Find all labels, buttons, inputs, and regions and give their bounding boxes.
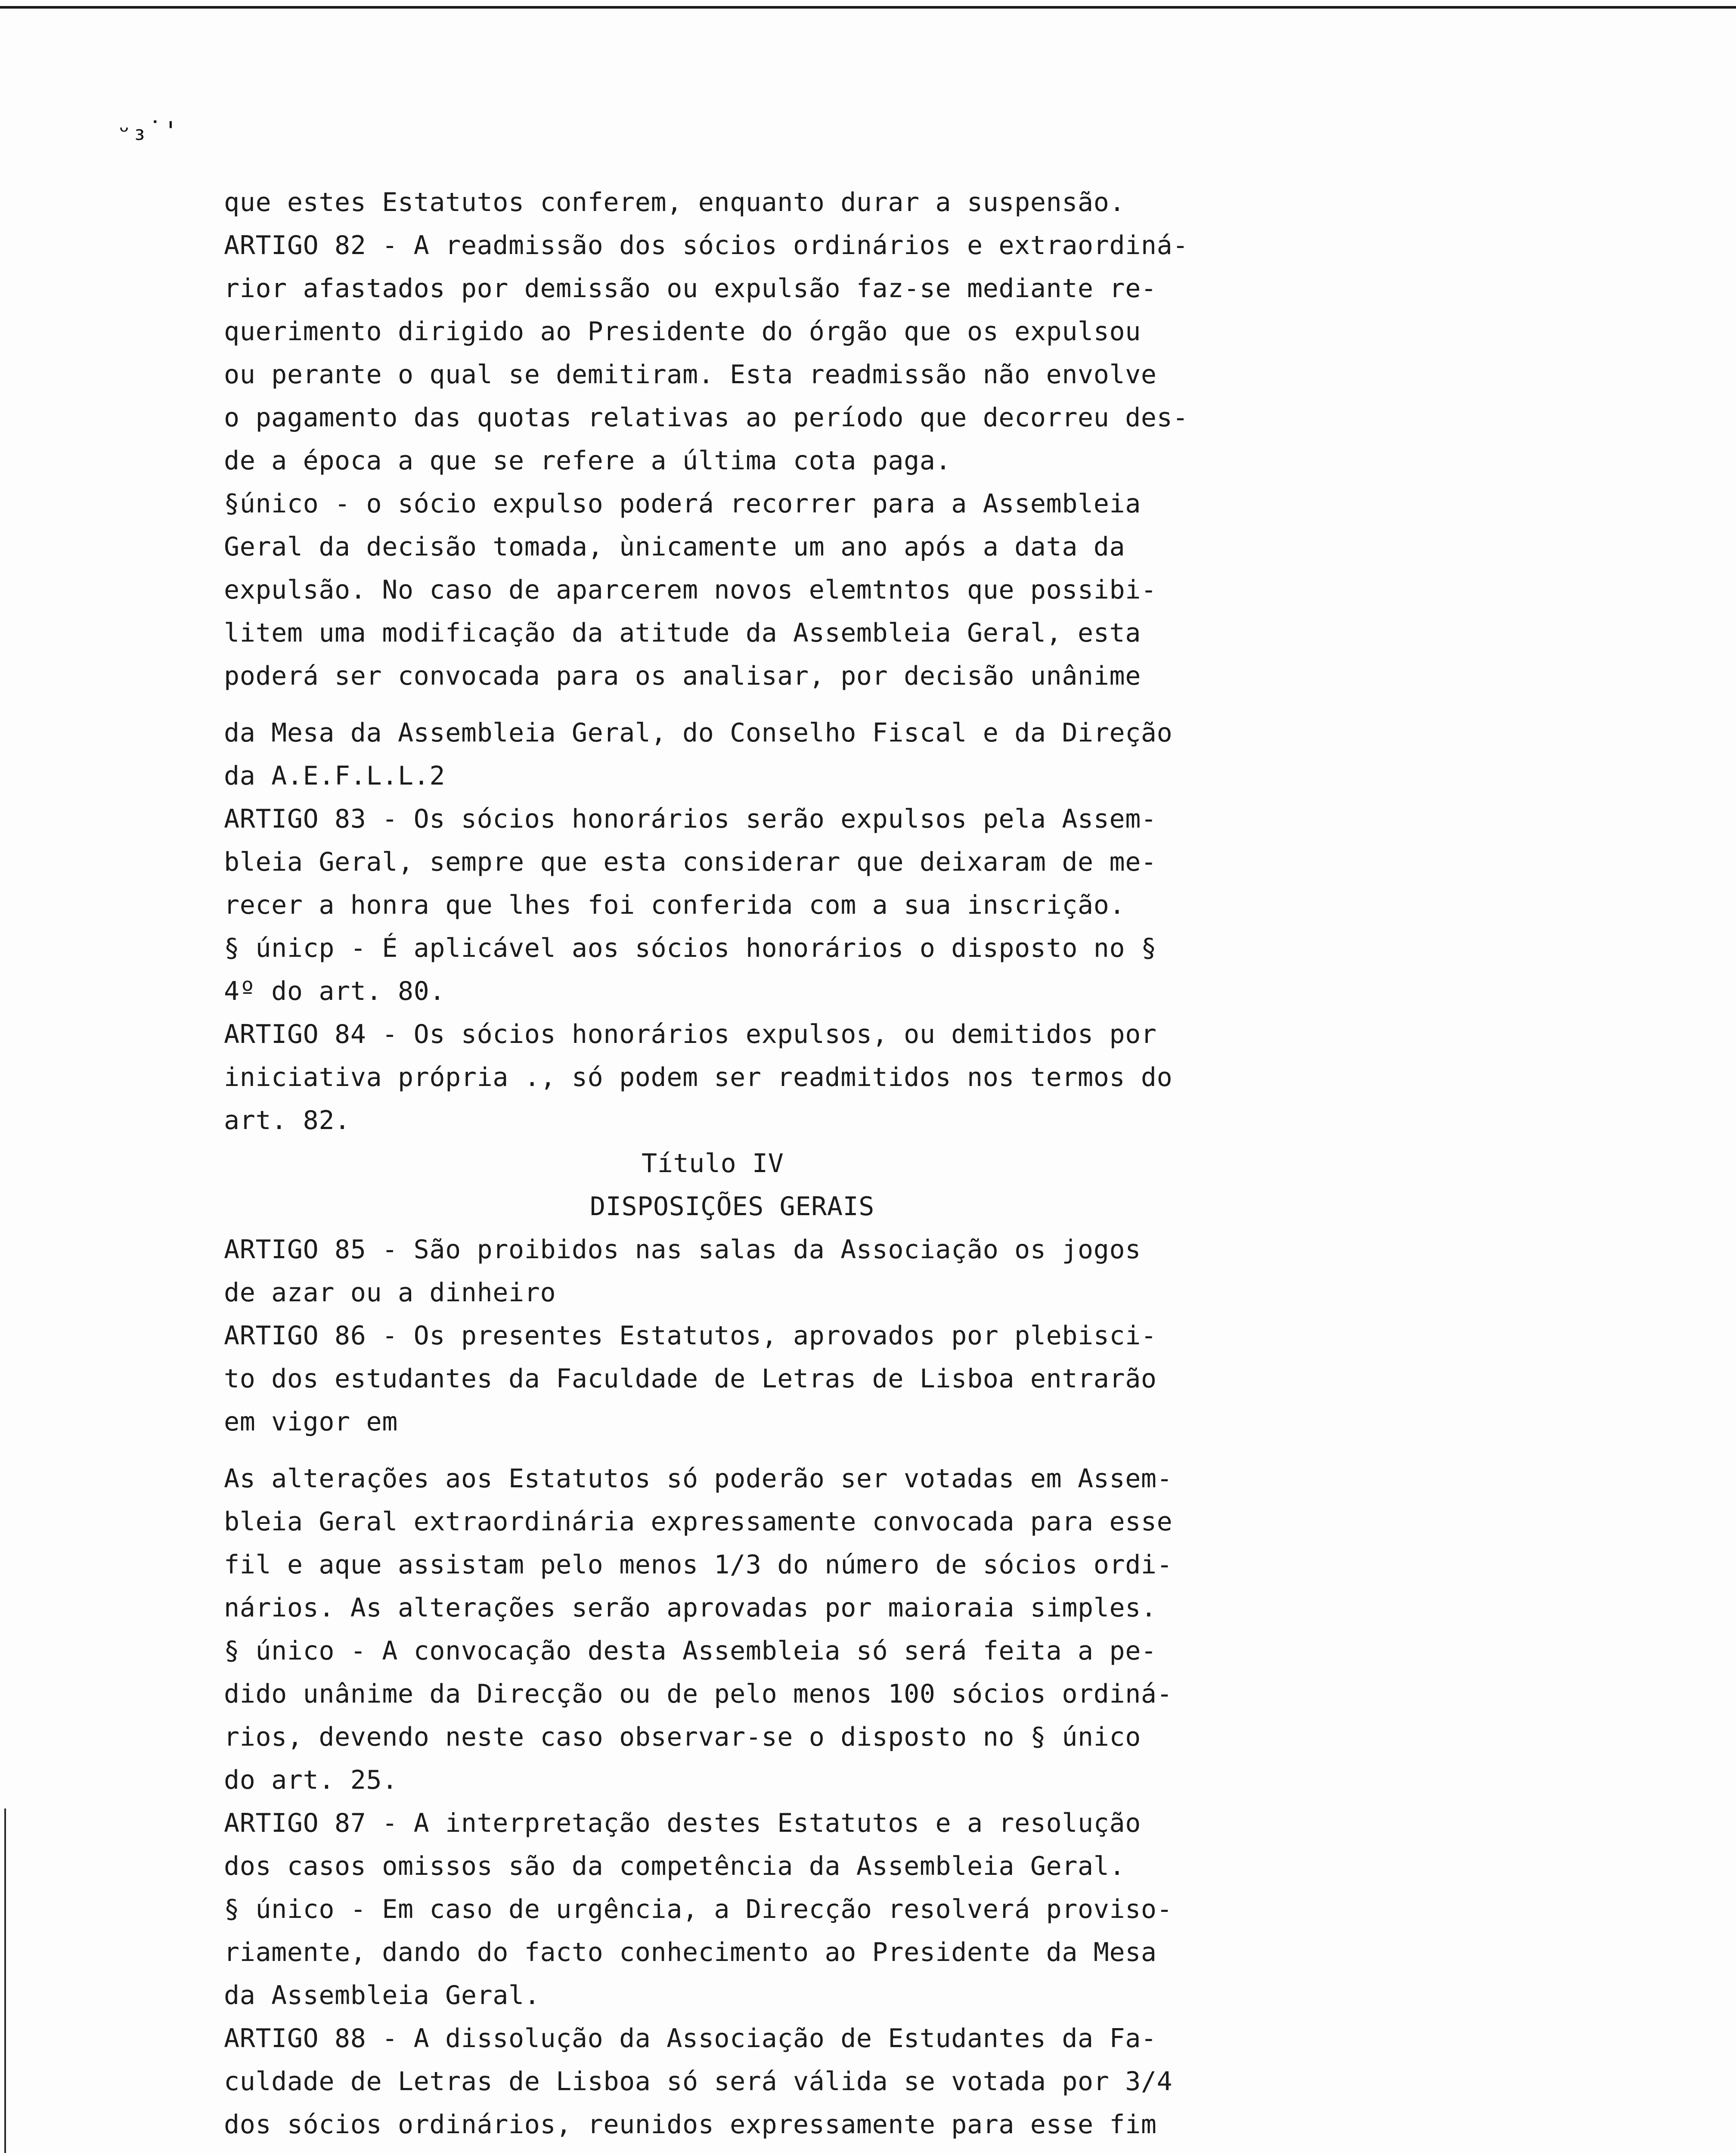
text-line: que estes Estatutos conferem, enquanto durar a suspensão. — [224, 187, 1125, 217]
text-line: recer a honra que lhes foi conferida com a sua inscrição. — [224, 890, 1125, 920]
text-line: As alterações aos Estatutos só poderão ser votadas em Assem- — [224, 1464, 1173, 1494]
text-line: litem uma modificação da atitude da Assembleia Geral, esta — [224, 618, 1141, 648]
text-line: § único - A convocação desta Assembleia só será feita a pe- — [224, 1636, 1157, 1666]
text-line: bleia Geral, sempre que esta considerar que deixaram de me- — [224, 847, 1157, 877]
text-line: ARTIGO 83 - Os sócios honorários serão expulsos pela Assem- — [224, 804, 1157, 834]
text-line: Geral da decisão tomada, ùnicamente um ano após a data da — [224, 532, 1125, 562]
text-line: da Mesa da Assembleia Geral, do Conselho Fiscal e da Direção — [224, 718, 1173, 748]
text-line: § únicp - É aplicável aos sócios honorários o disposto no § — [224, 933, 1157, 963]
text-line: ARTIGO 86 - Os presentes Estatutos, aprovados por plebisci- — [224, 1321, 1157, 1351]
text-line: ARTIGO 82 - A readmissão dos sócios ordinários e extraordiná- — [224, 230, 1189, 261]
page-left-edge — [4, 1809, 6, 2153]
text-line: expulsão. No caso de aparcerem novos elemtntos que possibi- — [224, 575, 1157, 605]
text-line: to dos estudantes da Faculdade de Letras de Lisboa entrarão — [224, 1364, 1157, 1394]
text-line: culdade de Letras de Lisboa só será válida se votada por 3/4 — [224, 2066, 1173, 2097]
text-line: de azar ou a dinheiro — [224, 1278, 556, 1308]
section-heading: DISPOSIÇÕES GERAIS — [590, 1191, 875, 1222]
text-line: nários. As alterações serão aprovadas por maioraia simples. — [224, 1593, 1157, 1623]
text-line: ARTIGO 84 - Os sócios honorários expulsos, ou demitidos por — [224, 1019, 1157, 1049]
text-line: dos casos omissos são da competência da Assembleia Geral. — [224, 1851, 1125, 1881]
text-line: querimento dirigido ao Presidente do órgão que os expulsou — [224, 316, 1141, 347]
text-line: ARTIGO 87 - A interpretação destes Estatutos e a resolução — [224, 1808, 1141, 1838]
text-line: da Assembleia Geral. — [224, 1980, 540, 2010]
text-line: rior afastados por demissão ou expulsão faz-se mediante re- — [224, 273, 1157, 304]
corner-ink-mark: ᵕ₃˙' — [116, 116, 179, 146]
text-line: de a época a que se refere a última cota paga. — [224, 446, 952, 476]
text-line: poderá ser convocada para os analisar, por decisão unânime — [224, 661, 1141, 691]
text-line: em vigor em — [224, 1407, 398, 1437]
text-line: dos sócios ordinários, reunidos expressamente para esse fim — [224, 2110, 1157, 2140]
line-gap — [224, 1443, 1602, 1457]
text-line: o pagamento das quotas relativas ao período que decorreu des- — [224, 403, 1189, 433]
text-line: ou perante o qual se demitiram. Esta readmissão não envolve — [224, 360, 1157, 390]
text-line: art. 82. — [224, 1105, 350, 1135]
text-line: fil e aque assistam pelo menos 1/3 do número de sócios ordi- — [224, 1550, 1173, 1580]
text-line: §único - o sócio expulso poderá recorrer para a Assembleia — [224, 489, 1141, 519]
text-line: bleia Geral extraordinária expressamente convocada para esse — [224, 1507, 1173, 1537]
page-top-edge — [0, 6, 1736, 9]
text-line: dido unânime da Direcção ou de pelo menos 100 sócios ordiná- — [224, 1679, 1173, 1709]
text-line: 4º do art. 80. — [224, 976, 446, 1006]
text-line: ARTIGO 88 - A dissolução da Associação de Estudantes da Fa- — [224, 2023, 1157, 2054]
text-line: ARTIGO 85 - São proibidos nas salas da Associação os jogos — [224, 1235, 1141, 1265]
text-line: iniciativa própria ., só podem ser readmitidos nos termos do — [224, 1062, 1173, 1092]
text-line: da A.E.F.L.L.2 — [224, 761, 446, 791]
text-line: § único - Em caso de urgência, a Direcção resolverá proviso- — [224, 1894, 1173, 1924]
text-line: riamente, dando do facto conhecimento ao Presidente da Mesa — [224, 1937, 1157, 1967]
text-line: do art. 25. — [224, 1765, 398, 1795]
typewritten-text — [224, 181, 1602, 2146]
text-line: rios, devendo neste caso observar-se o disposto no § único — [224, 1722, 1141, 1752]
line-gap — [224, 698, 1602, 711]
section-title: Título IV — [642, 1148, 784, 1179]
